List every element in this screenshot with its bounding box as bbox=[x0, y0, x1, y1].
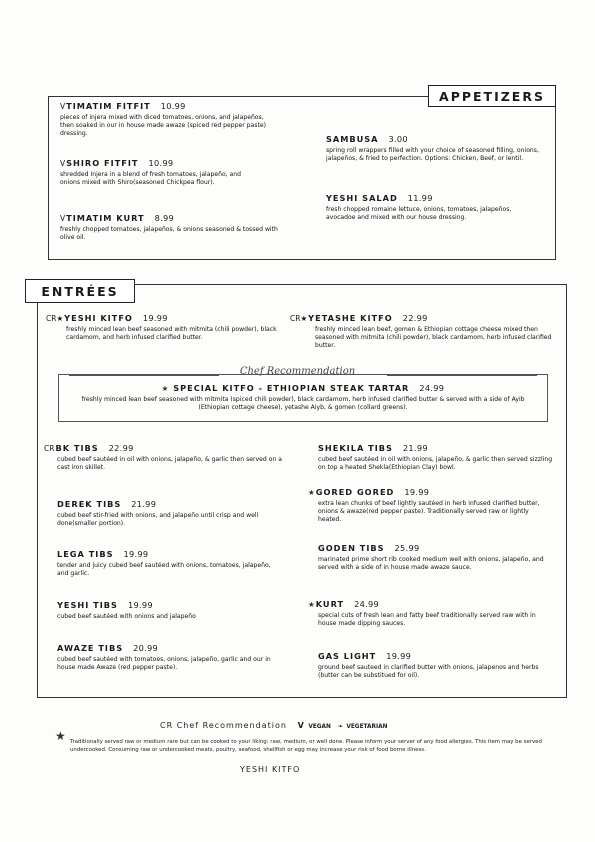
menu-item-yetashe-kitfo bbox=[290, 313, 558, 350]
menu-item-lega-tibs bbox=[57, 549, 272, 578]
vegan-icon: V bbox=[297, 721, 305, 730]
chef-recommendation-tag: CR★ bbox=[46, 314, 64, 323]
menu-item-special-kitfo bbox=[60, 383, 546, 412]
item-price: 20.99 bbox=[133, 643, 159, 653]
item-name: GAS LIGHT bbox=[318, 651, 377, 661]
item-description: spring roll wrappers filled with your choice of seasoned filling, onions, jalapeños, & fried to perfection. Options: Chicken, Beef, or lentil. bbox=[326, 146, 539, 162]
item-description: cubed beef sautéed in oil with onions, jalapeño, & garlic then served sizzling on top a heated Shekla(Ethiopian Clay) bowl. bbox=[318, 455, 553, 471]
menu-item-bk-tibs bbox=[44, 443, 294, 472]
entrees-header: ENTRÉES bbox=[25, 279, 135, 303]
item-description: cubed beef sautéed with onions and jalapeño bbox=[57, 612, 196, 620]
footer-legend bbox=[160, 721, 387, 730]
item-description: fresh chopped romaine lettuce, onions, tomatoes, jalapeños, avocadoe and mixed with our house dressing. bbox=[326, 205, 512, 221]
vegan-tag: V bbox=[60, 214, 66, 223]
star-icon: ★ bbox=[161, 384, 169, 393]
item-price: 19.99 bbox=[386, 651, 412, 661]
item-description: tender and juicy cubed beef sautéed with onions, tomatoes, jalapeño, and garlic. bbox=[57, 561, 271, 577]
item-price: 8.99 bbox=[154, 213, 175, 223]
item-price: 25.99 bbox=[394, 543, 420, 553]
menu-item-derek-tibs bbox=[57, 499, 287, 528]
item-price: 22.99 bbox=[108, 443, 134, 453]
menu-item-awaze-tibs bbox=[57, 643, 289, 672]
leaf-icon: ❧ bbox=[337, 724, 343, 730]
item-name: KURT bbox=[315, 599, 345, 609]
item-name: AWAZE TIBS bbox=[57, 643, 124, 653]
star-icon: ★ bbox=[55, 729, 66, 743]
item-price: 19.99 bbox=[123, 549, 149, 559]
item-description: extra lean chunks of beef lightly sautéed in herb infused clarified butter, onions & awaze(red pepper paste). Traditionally served raw or lightly heated. bbox=[318, 499, 540, 524]
item-name: LEGA TIBS bbox=[57, 549, 114, 559]
chef-recommendation-title: Chef Recommendation bbox=[239, 366, 356, 377]
menu-item-yeshi-tibs bbox=[57, 600, 287, 621]
item-price: 11.99 bbox=[407, 193, 433, 203]
item-price: 10.99 bbox=[148, 158, 174, 168]
menu-item-timatim-fitfit bbox=[60, 101, 275, 138]
menu-item-goden-tibs bbox=[318, 543, 550, 572]
item-price: 24.99 bbox=[419, 383, 445, 393]
item-price: 3.00 bbox=[388, 134, 408, 144]
item-description: cubed beef sautéed in oil with onions, jalapeño, & garlic then served on a cast iron skillet. bbox=[57, 455, 282, 471]
star-icon: ★ bbox=[308, 600, 315, 609]
appetizers-header: APPETIZERS bbox=[428, 85, 556, 107]
item-description: cubed beef stir-fried with onions, and jalapeño until crisp and well done(smaller portion). bbox=[57, 511, 259, 527]
item-name: DEREK TIBS bbox=[57, 499, 122, 509]
item-price: 19.99 bbox=[142, 313, 168, 323]
item-description: ground beef sauteed in clarified butter with onions, jalapenos and herbs (butter can be substitued for oil). bbox=[318, 663, 539, 679]
menu-item-yeshi-salad bbox=[326, 193, 526, 222]
menu-item-kurt bbox=[308, 599, 552, 628]
item-price: 10.99 bbox=[160, 101, 186, 111]
allergy-notice: Traditionally served raw or medium rare but can be cooked to your liking: raw, medium, or well done. Please inform your server of any food allergies. This item may be served undercooked. Consuming raw or undercooked meats, poultry, seafood, shellfish or egg may increase your risk of food borne illness. bbox=[70, 739, 542, 753]
item-description: marinated prime short rib cooked medium well with onions, jalapeño, and served with a side of in house made awaze sauce. bbox=[318, 555, 544, 571]
item-description: freshly minced lean beef seasoned with mitmita (spiced chili powder), black cardamom, herb infused clarified butter & served with a side of Ayib (Ethiopian cottage cheese), yetashe Aiyb, & gomen (collard greens). bbox=[81, 395, 525, 411]
vegan-tag: V bbox=[60, 102, 66, 111]
item-name: SHEKILA TIBS bbox=[318, 443, 393, 453]
item-description: freshly minced lean beef, gomen & Ethiopian cottage cheese mixed then seasoned with mitmita (chili powder), black cardamom, herb infused clarified butter. bbox=[315, 325, 552, 350]
chef-recommendation-tag: CR bbox=[44, 444, 55, 453]
item-name: TIMATIM KURT bbox=[66, 213, 145, 223]
item-description: cubed beef sautéed with tomatoes, onions, jalapeño, garlic and our in house made Awaze (red pepper paste). bbox=[57, 655, 271, 671]
item-price: 22.99 bbox=[402, 313, 428, 323]
menu-item-sambusa bbox=[326, 134, 546, 163]
item-description: shredded Injera in a blend of fresh tomatoes, jalapeño, and onions mixed with Shiro(seasoned Chickpea flour). bbox=[60, 170, 242, 186]
item-name: YESHI KITFO bbox=[64, 313, 133, 323]
item-name: TIMATIM FITFIT bbox=[66, 101, 151, 111]
item-price: 21.99 bbox=[131, 499, 157, 509]
vegan-legend: VEGAN bbox=[308, 724, 331, 730]
item-name: YESHI SALAD bbox=[326, 193, 398, 203]
item-description: freshly minced lean beef seasoned with mitmita (chili powder), black cardamom, and herb infused clarified butter. bbox=[66, 325, 277, 341]
menu-item-gored-gored bbox=[308, 487, 548, 524]
item-description: freshly chopped tomatoes, jalapeños, & onions seasoned & tossed with olive oil. bbox=[60, 225, 278, 241]
menu-item-shekila-tibs bbox=[318, 443, 554, 472]
item-price: 21.99 bbox=[402, 443, 428, 453]
chef-recommendation-tag: CR★ bbox=[290, 314, 308, 323]
item-name: SHIRO FITFIT bbox=[66, 158, 139, 168]
item-name: SPECIAL KITFO - ETHIOPIAN STEAK TARTAR bbox=[173, 383, 410, 393]
item-price: 19.99 bbox=[127, 600, 153, 610]
vegetarian-legend: VEGETARIAN bbox=[346, 724, 388, 730]
menu-item-shiro-fitfit bbox=[60, 158, 260, 187]
menu-item-yeshi-kitfo bbox=[46, 313, 281, 342]
item-name: GODEN TIBS bbox=[318, 543, 385, 553]
item-name: YESHI TIBS bbox=[57, 600, 118, 610]
item-description: special cuts of fresh lean and fatty beef traditionally served raw with in house made dipping sauces. bbox=[318, 611, 536, 627]
chef-recommendation-legend: CR Chef Recommendation bbox=[160, 721, 287, 730]
menu-item-timatim-kurt bbox=[60, 213, 290, 242]
star-icon: ★ bbox=[308, 488, 315, 497]
item-name: GORED GORED bbox=[315, 487, 395, 497]
item-price: 19.99 bbox=[404, 487, 430, 497]
menu-item-gas-light bbox=[318, 651, 550, 680]
item-description: pieces of injera mixed with diced tomatoes, onions, and jalapeños, then soaked in our in house made awaze (spiced red pepper paste) dressing. bbox=[60, 113, 266, 138]
item-price: 24.99 bbox=[354, 599, 380, 609]
item-name: SAMBUSA bbox=[326, 134, 379, 144]
vegan-tag: V bbox=[60, 159, 66, 168]
item-name: YETASHE KITFO bbox=[308, 313, 393, 323]
footer-brand: YESHI KITFO bbox=[240, 765, 301, 774]
item-name: BK TIBS bbox=[55, 443, 99, 453]
